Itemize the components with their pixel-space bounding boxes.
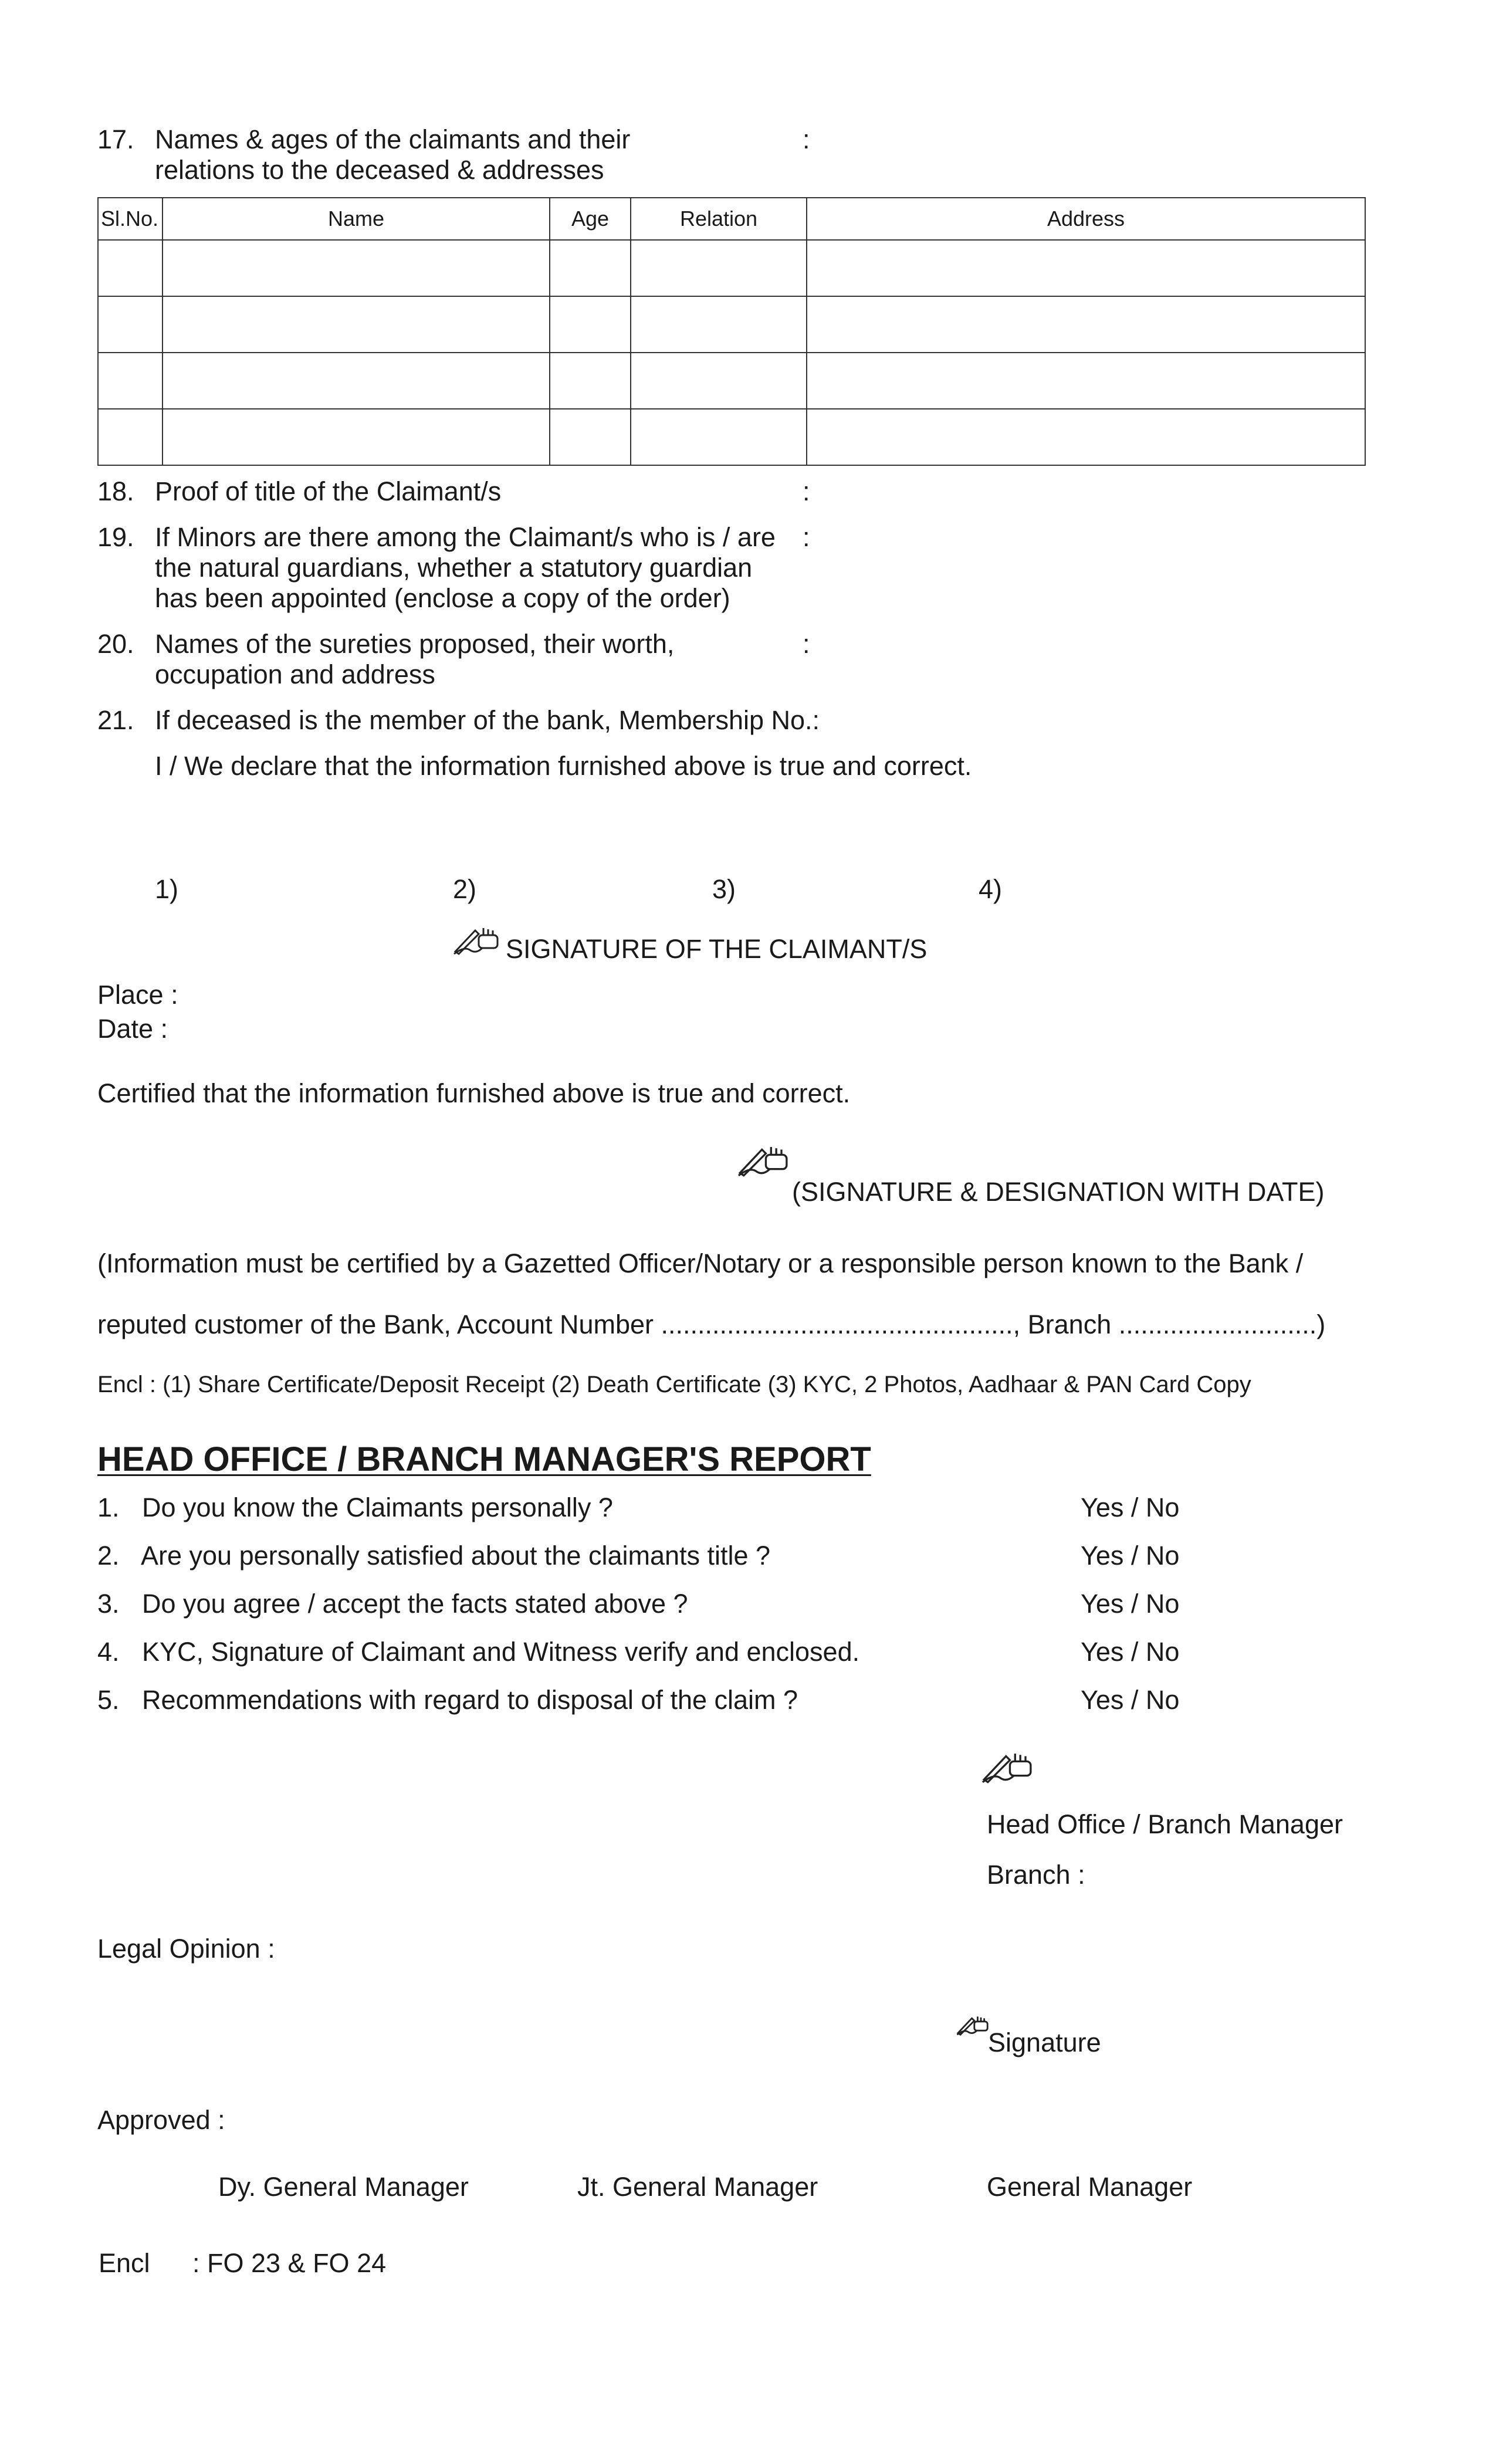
item-20-number: 20. bbox=[97, 629, 134, 659]
column-header-age: Age bbox=[550, 198, 631, 240]
date-label: Date : bbox=[97, 1014, 168, 1044]
item-20-label-line2: occupation and address bbox=[155, 659, 435, 689]
table-row bbox=[98, 353, 1365, 409]
approver-dy-general-manager: Dy. General Manager bbox=[218, 2172, 469, 2202]
table-cell[interactable] bbox=[98, 240, 163, 296]
report-question-2-number: 2. bbox=[97, 1541, 120, 1571]
signature-slot-3: 3) bbox=[712, 874, 736, 904]
item-18-number: 18. bbox=[97, 476, 134, 506]
report-question-5-answer[interactable]: Yes / No bbox=[1081, 1685, 1180, 1715]
item-20-label-line1: Names of the sureties proposed, their worth, bbox=[155, 629, 675, 659]
table-cell[interactable] bbox=[807, 240, 1365, 296]
table-cell[interactable] bbox=[163, 240, 550, 296]
table-cell[interactable] bbox=[807, 296, 1365, 353]
certifier-signature-label: (SIGNATURE & DESIGNATION WITH DATE) bbox=[792, 1177, 1325, 1207]
column-header-relation: Relation bbox=[631, 198, 807, 240]
certification-note-line2: reputed customer of the Bank, Account Number ................................................, Branch ...........................) bbox=[97, 1309, 1326, 1339]
item-20-colon: : bbox=[803, 629, 810, 659]
item-18-label: Proof of title of the Claimant/s bbox=[155, 476, 502, 506]
item-17-colon: : bbox=[803, 124, 810, 154]
column-header-slno: Sl.No. bbox=[98, 198, 163, 240]
column-header-address: Address bbox=[807, 198, 1365, 240]
signature-slot-1: 1) bbox=[155, 874, 179, 904]
table-row bbox=[98, 296, 1365, 353]
item-21-label: If deceased is the member of the bank, Membership No.: bbox=[155, 705, 820, 735]
table-cell[interactable] bbox=[550, 296, 631, 353]
approver-general-manager: General Manager bbox=[987, 2172, 1193, 2202]
approved-label: Approved : bbox=[97, 2105, 225, 2135]
item-19-number: 19. bbox=[97, 522, 134, 552]
table-row bbox=[98, 240, 1365, 296]
report-question-4-answer[interactable]: Yes / No bbox=[1081, 1637, 1180, 1667]
report-heading: HEAD OFFICE / BRANCH MANAGER'S REPORT bbox=[97, 1440, 871, 1478]
legal-opinion-label: Legal Opinion : bbox=[97, 1934, 275, 1964]
report-question-3-number: 3. bbox=[97, 1589, 120, 1619]
report-question-4-text: KYC, Signature of Claimant and Witness verify and enclosed. bbox=[142, 1637, 860, 1667]
item-18-colon: : bbox=[803, 476, 810, 506]
table-cell[interactable] bbox=[631, 240, 807, 296]
place-label: Place : bbox=[97, 980, 178, 1010]
report-question-1-answer[interactable]: Yes / No bbox=[1081, 1492, 1180, 1522]
report-question-1-number: 1. bbox=[97, 1492, 120, 1522]
signature-slot-4: 4) bbox=[979, 874, 1003, 904]
claimant-signature-label: SIGNATURE OF THE CLAIMANT/S bbox=[506, 934, 928, 964]
table-cell[interactable] bbox=[98, 409, 163, 465]
table-cell[interactable] bbox=[631, 296, 807, 353]
table-cell[interactable] bbox=[807, 409, 1365, 465]
table-cell[interactable] bbox=[631, 409, 807, 465]
table-cell[interactable] bbox=[550, 409, 631, 465]
item-21-number: 21. bbox=[97, 705, 134, 735]
final-encl-value: : FO 23 & FO 24 bbox=[192, 2248, 387, 2278]
approver-jt-general-manager: Jt. General Manager bbox=[577, 2172, 818, 2202]
table-cell[interactable] bbox=[807, 353, 1365, 409]
enclosures-text: Encl : (1) Share Certificate/Deposit Receipt (2) Death Certificate (3) KYC, 2 Photos, Aadhaar & PAN Card Copy bbox=[97, 1372, 1251, 1397]
manager-title: Head Office / Branch Manager bbox=[987, 1809, 1343, 1839]
table-cell[interactable] bbox=[98, 296, 163, 353]
branch-label: Branch : bbox=[987, 1860, 1085, 1890]
report-question-1-text: Do you know the Claimants personally ? bbox=[142, 1492, 613, 1522]
item-19-label-line3: has been appointed (enclose a copy of the order) bbox=[155, 583, 730, 613]
item-17-number: 17. bbox=[97, 124, 134, 154]
writing-hand-icon bbox=[981, 1747, 1034, 1783]
table-cell[interactable] bbox=[550, 240, 631, 296]
claimants-table bbox=[97, 197, 1366, 466]
item-17-label-line2: relations to the deceased & addresses bbox=[155, 155, 604, 185]
report-question-3-answer[interactable]: Yes / No bbox=[1081, 1589, 1180, 1619]
item-19-label-line2: the natural guardians, whether a statutory guardian bbox=[155, 553, 753, 583]
table-cell[interactable] bbox=[550, 353, 631, 409]
item-19-label-line1: If Minors are there among the Claimant/s who is / are bbox=[155, 522, 776, 552]
table-cell[interactable] bbox=[98, 353, 163, 409]
report-question-3-text: Do you agree / accept the facts stated above ? bbox=[142, 1589, 688, 1619]
table-cell[interactable] bbox=[163, 353, 550, 409]
item-17-label-line1: Names & ages of the claimants and their bbox=[155, 124, 631, 154]
table-cell[interactable] bbox=[163, 409, 550, 465]
column-header-name: Name bbox=[163, 198, 550, 240]
table-header-row bbox=[98, 198, 1365, 240]
declaration-text: I / We declare that the information furnished above is true and correct. bbox=[155, 751, 972, 781]
table-row bbox=[98, 409, 1365, 465]
report-question-2-answer[interactable]: Yes / No bbox=[1081, 1541, 1180, 1571]
writing-hand-icon bbox=[956, 2012, 989, 2036]
report-question-4-number: 4. bbox=[97, 1637, 120, 1667]
certification-note-line1: (Information must be certified by a Gazetted Officer/Notary or a responsible person known to the Bank / bbox=[97, 1248, 1304, 1278]
item-19-colon: : bbox=[803, 522, 810, 552]
writing-hand-icon bbox=[737, 1140, 790, 1177]
table-cell[interactable] bbox=[631, 353, 807, 409]
report-question-2-text: Are you personally satisfied about the claimants title ? bbox=[141, 1541, 771, 1571]
signature-slot-2: 2) bbox=[453, 874, 477, 904]
report-question-5-text: Recommendations with regard to disposal of the claim ? bbox=[142, 1685, 798, 1715]
report-question-5-number: 5. bbox=[97, 1685, 120, 1715]
legal-signature-label: Signature bbox=[988, 2028, 1101, 2057]
final-encl-label: Encl bbox=[99, 2248, 150, 2278]
table-cell[interactable] bbox=[163, 296, 550, 353]
writing-hand-icon bbox=[453, 922, 500, 955]
certification-text: Certified that the information furnished above is true and correct. bbox=[97, 1078, 851, 1108]
